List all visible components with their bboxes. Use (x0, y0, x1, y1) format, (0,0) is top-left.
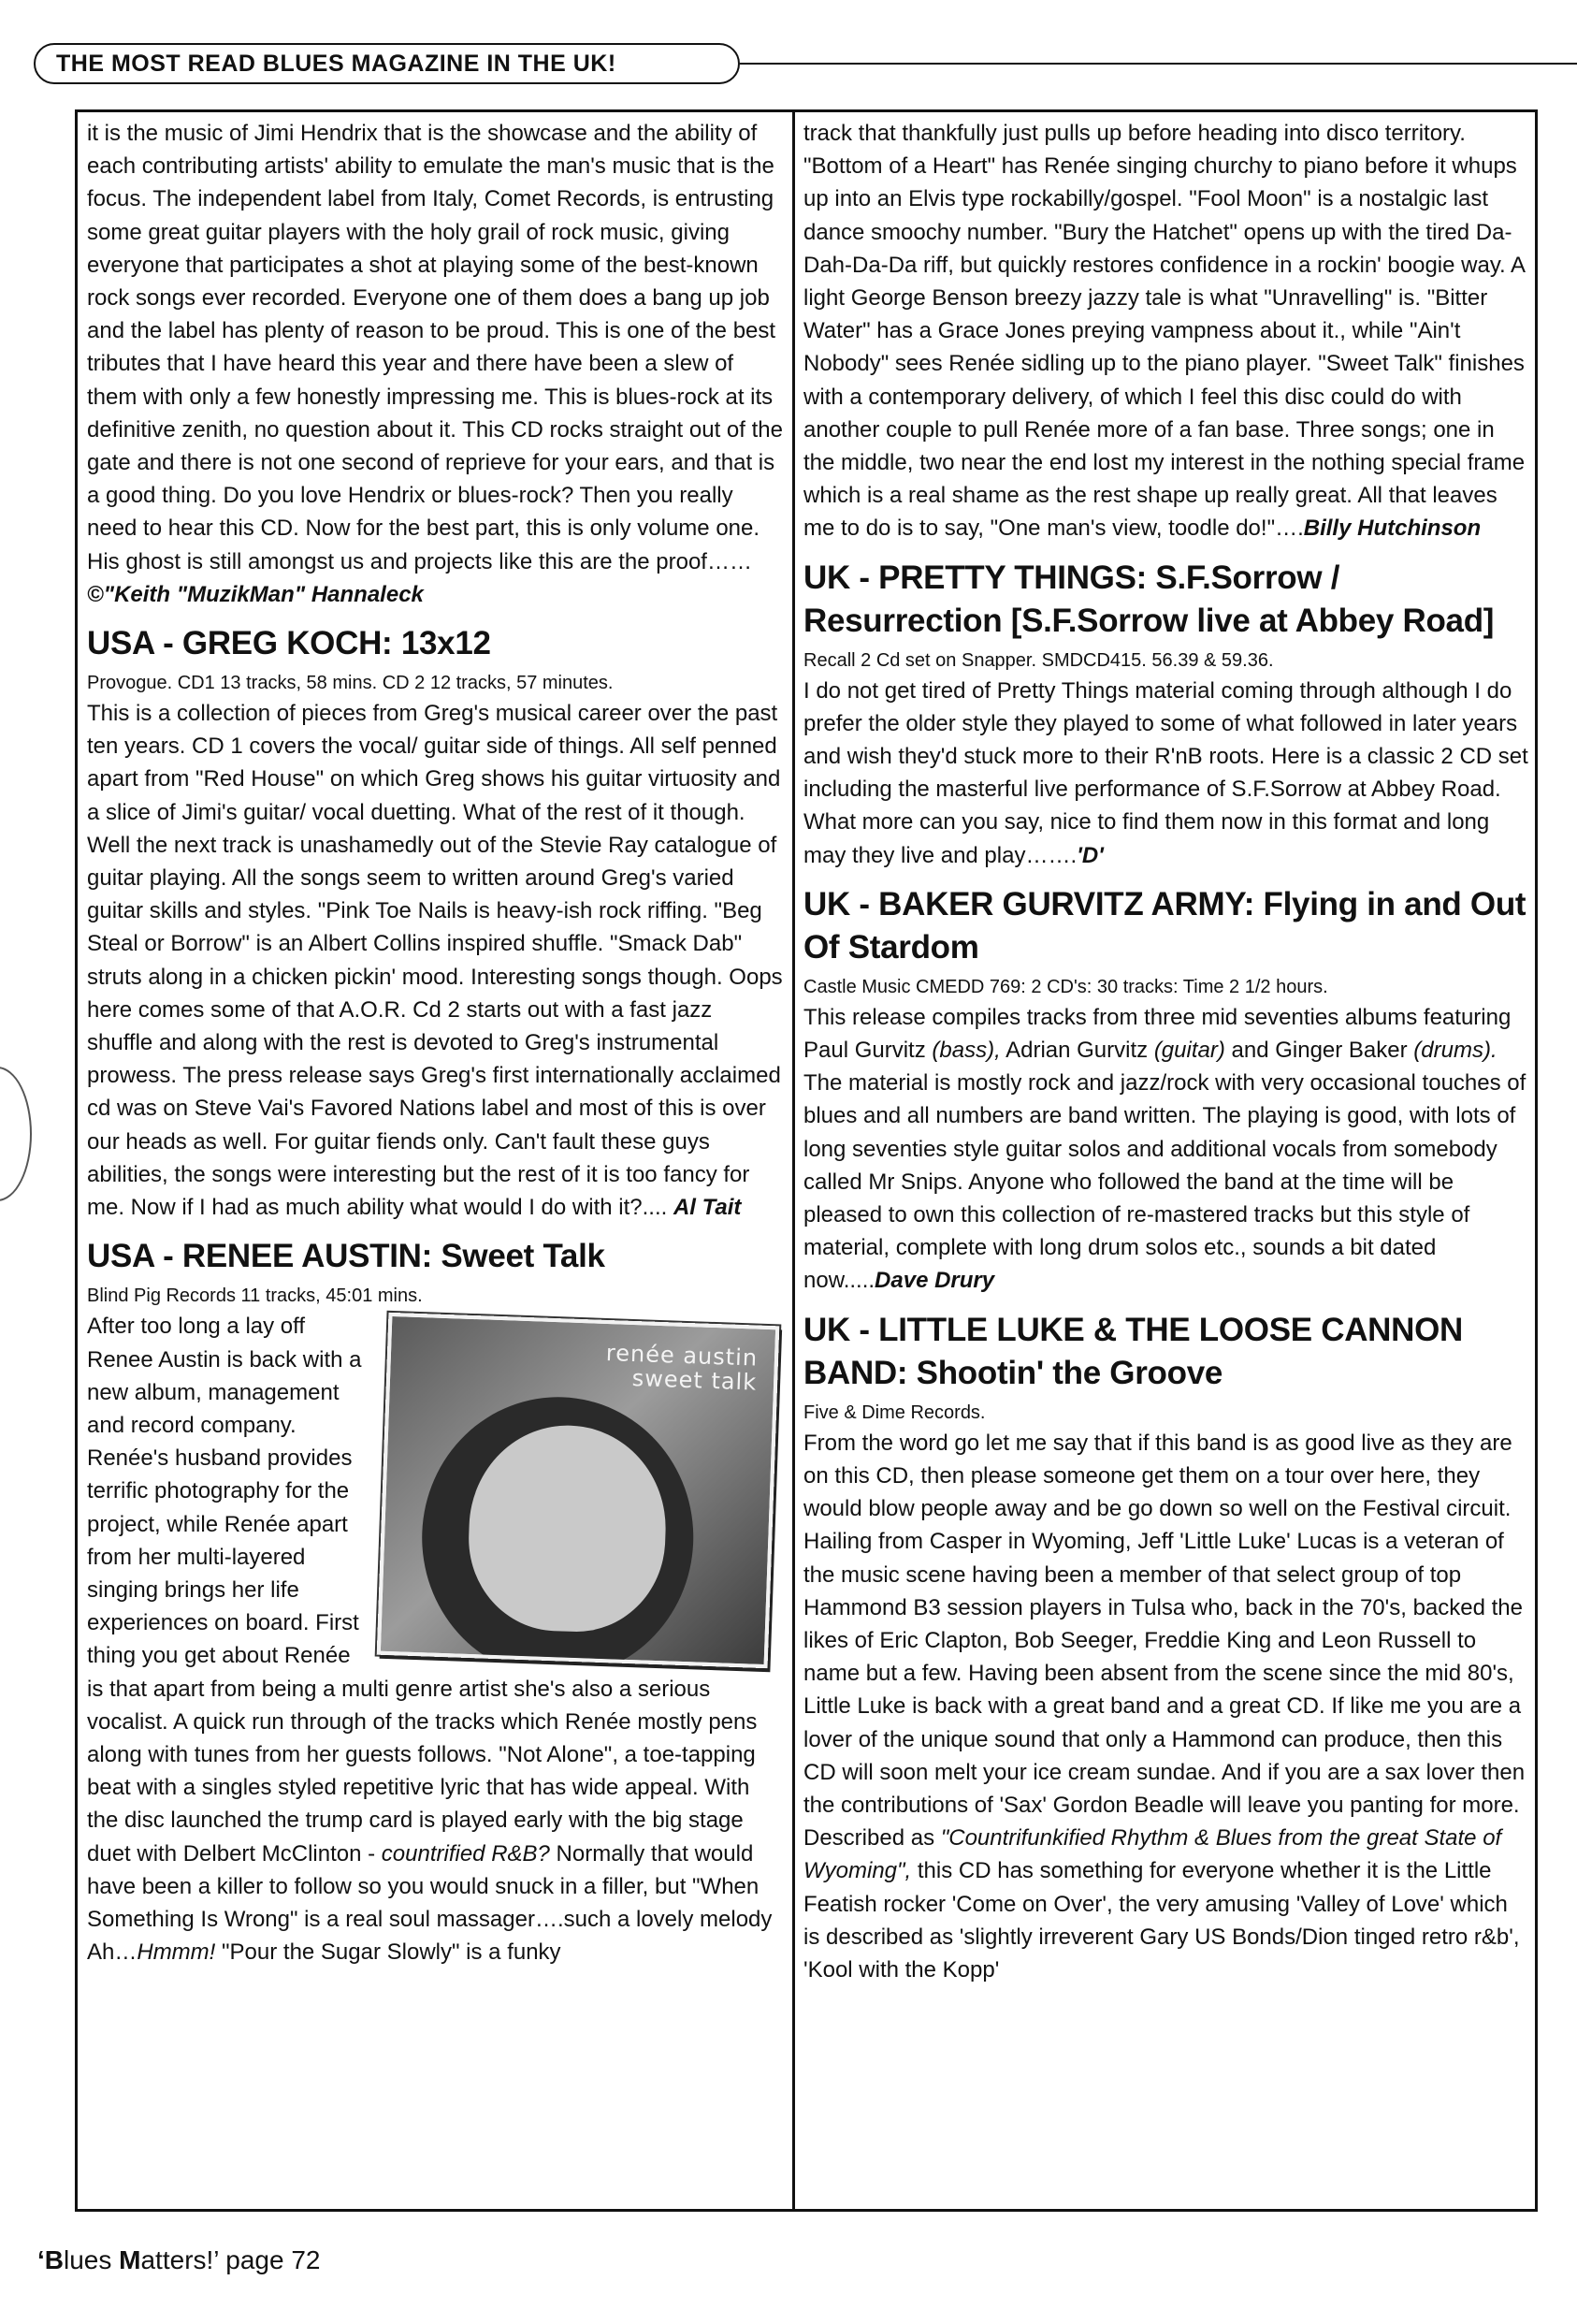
baker-gurvitz-review-text: This release compiles tracks from three mid seventies albums featuring Paul Gurvitz (bass), Adrian Gurvitz (guitar) and Ginger Baker (drums). The material is mostly rock and jazz/rock with very occasional touches of blues and all numbers are band written. The playing is good, with lots of long seventies style guitar solos and additional vocals from somebody called Mr Snips. Anyone who followed the band at the time will be pleased to own this collection of re-mastered tracks but this style of material, complete with long drum solos etc., sounds a bit dated now.....Dave Drury (803, 1004, 1526, 1294)
banner-rule (740, 63, 1577, 65)
page-footer: ‘Blues Matters!’ page 72 (37, 2245, 321, 2274)
koch-review-meta: Provogue. CD1 13 tracks, 58 mins. CD 2 12 tracks, 57 minutes. (87, 673, 614, 694)
pretty-things-review-text: I do not get tired of Pretty Things material coming through although I do prefer the older style they played to some of what followed in later years and wish they'd stuck more to their R'nB roots. Here is a classic 2 CD set including the masterful live performance of S.F.Sorrow at Abbey Road. What more can you say, nice to find them now in this format and long may they live and play…….'D' (803, 677, 1528, 868)
koch-review-title: USA - GREG KOCH: 13x12 (87, 625, 491, 662)
magazine-banner: THE MOST READ BLUES MAGAZINE IN THE UK! (34, 43, 740, 84)
baker-gurvitz-review-title: UK - BAKER GURVITZ ARMY: Flying in and Out Of Stardom (803, 885, 1526, 966)
right-column (803, 117, 1528, 1986)
binder-hole (0, 1067, 32, 1201)
austin-review-text: renée austin sweet talk After too long a lay off Renee Austin is back with a new album, management and record company. Renée's husband provides terrific photography for the project, while Renée apart from her multi-layered singing brings her life experiences on board. First thing you get about Renée is that apart from being a multi genre artist she's also a serious vocalist. A quick run through of the tracks which Renée mostly pens along with tunes from her guests follows. "Not Alone", a toe-tapping beat with a singles styled repetitive lyric that has wide appeal. With the disc launched the trump card is played early with the big stage duet with Delbert McClinton - countrified R&B? Normally that would have been a killer to follow so you would snuck in a filler, but "When Something Is Wrong" is a real soul massager….such a lovely melody Ah…Hmmm! "Pour the Sugar Slowly" is a funky (87, 1310, 783, 1968)
left-column (87, 117, 783, 1968)
little-luke-review-text: From the word go let me say that if this band is as good live as they are on this CD, then please someone get them on a tour over here, they would blow people away and be go down so well on the Festival circuit. Hailing from Casper in Wyoming, Jeff 'Little Luke' Lucas is a veteran of the music scene having been a member of that select group of top Hammond B3 session players in Tulsa who, back in the 70's, backed the likes of Eric Clapton, Bob Seeger, Freddie King and Leon Russell to name but a few. Having been absent from the scene since the mid 80's, Little Luke is back with a great band and a great CD. If like me you are a lover of the unique sound that only a Hammond can produce, then this CD will soon melt your ice cream sundae. And if you are a sax lover then the contributions of 'Sax' Gordon Beadle will leave you panting for more. Described as "Countrifunkified Rhythm & Blues from the great State of Wyoming", this CD has something for everyone whether it is the Little Featish rocker 'Come on Over', the very amusing 'Valley of Love' which is described as 'slightly irreverent Gary US Bonds/Dion tinged retro r&b', 'Kool with the Kopp' (803, 1430, 1526, 1983)
pretty-things-review-meta: Recall 2 Cd set on Snapper. SMDCD415. 56.39 & 59.36. (803, 649, 1274, 671)
koch-review-text: This is a collection of pieces from Greg's musical career over the past ten years. CD 1 covers the vocal/ guitar side of things. All self penned apart from "Red House" on which Greg shows his guitar virtuosity and a slice of Jimi's guitar/ vocal duetting. What of the rest of it though. Well the next track is unashamedly out of the Stevie Ray catalogue of guitar playing. All the songs seem to written around Greg's varied guitar skills and styles. "Pink Toe Nails is heavy-ish rock riffing. "Beg Steal or Borrow" is an Albert Collins inspired shuffle. "Smack Dab" struts along in a chicken pickin' mood. Interesting songs though. Oops here comes some of that A.O.R. Cd 2 starts out with a fast jazz shuffle and along with the rest is devoted to Greg's instrumental prowess. The press release says Greg's first internationally acclaimed cd was on Steve Vai's Favored Nations label and most of this is over our heads as well. For guitar fiends only. Can't fault these guys abilities, the songs were interesting but the rest of it is too fancy for me. Now if I had as much ability what would I do with it?.... Al Tait (87, 701, 783, 1221)
album-cover-text: renée austin sweet talk (605, 1340, 759, 1396)
hendrix-review-text: it is the music of Jimi Hendrix that is the showcase and the ability of each contributing artists' ability to emulate the man's music that is the focus. The independent label from Italy, Comet Records, is entrusting some great guitar players with the holy grail of rock music, giving everyone that participates a shot at playing some of the best-known rock songs ever recorded. Everyone one of them does a bang up job and the label has plenty of reason to be proud. This is one of the best tributes that I have heard this year and there have been a slew of them with only a few honestly impressing me. This is blues-rock at its definitive zenith, no question about it. This CD rocks straight out of the gate and there is not one second of reprieve for your ears, and that is a good thing. Do you love Hendrix or blues-rock? Then you really need to hear this CD. Now for the best part, this is only volume one. His ghost is still amongst us and projects like this are the proof……©"Keith "MuzikMan" Hannaleck (87, 121, 783, 607)
baker-gurvitz-review-meta: Castle Music CMEDD 769: 2 CD's: 30 tracks: Time 2 1/2 hours. (803, 976, 1328, 997)
austin-review-meta: Blind Pig Records 11 tracks, 45:01 mins. (87, 1285, 423, 1307)
pretty-things-review-title: UK - PRETTY THINGS: S.F.Sorrow / Resurrection [S.F.Sorrow live at Abbey Road] (803, 559, 1495, 639)
austin-review-continued: track that thankfully just pulls up before heading into disco territory. "Bottom of a Heart" has Renée singing churchy to piano before it whups up into an Elvis type rockabilly/gospel. "Fool Moon" is a nostalgic last dance smoochy number. "Bury the Hatchet" opens up with the tired Da-Dah-Da-Da riff, but quickly restores confidence in a rockin' boogie way. A light George Benson breezy jazzy tale is what "Unravelling" is. "Bitter Water" has a Grace Jones preying vampness about it., while "Ain't Nobody" sees Renée sidling up to the piano player. "Sweet Talk" finishes with a contemporary delivery, of which I feel this disc could do with another couple to pull Renée more of a fan base. Three songs; one in the middle, two near the end lost my interest in the nothing special frame which is a real shame as the rest shape up really great. All that leaves me to do is to say, "One man's view, toodle do!"….Billy Hutchinson (803, 121, 1526, 542)
column-divider (792, 109, 795, 2212)
austin-review-title: USA - RENEE AUSTIN: Sweet Talk (87, 1238, 605, 1275)
little-luke-review-meta: Five & Dime Records. (803, 1402, 986, 1423)
album-cover-image (377, 1313, 780, 1668)
little-luke-review-title: UK - LITTLE LUKE & THE LOOSE CANNON BAND: Shootin' the Groove (803, 1311, 1464, 1391)
